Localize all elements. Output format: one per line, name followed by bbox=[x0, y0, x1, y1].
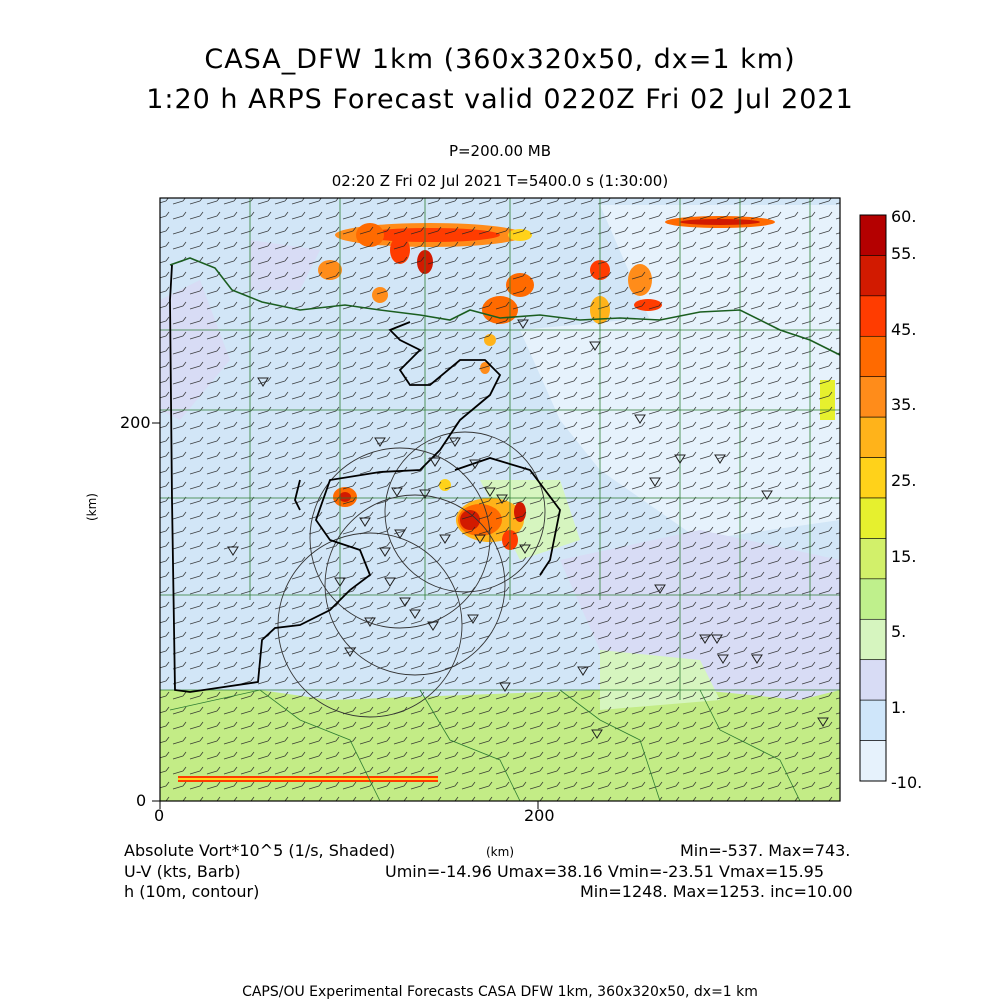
height-label: h (10m, contour) bbox=[124, 882, 260, 901]
map-title-line1: CASA_DFW 1km (360x320x50, dx=1 km) bbox=[204, 44, 796, 75]
y-tick-200: 200 bbox=[120, 413, 151, 432]
wind-label: U-V (kts, Barb) bbox=[124, 862, 241, 881]
colorbar-swatch bbox=[860, 741, 886, 781]
colorbar-label-5: 5. bbox=[891, 622, 907, 641]
colorbar bbox=[860, 215, 886, 781]
colorbar-swatch bbox=[860, 296, 886, 336]
wind-range: Umin=-14.96 Umax=38.16 Vmin=-23.51 Vmax=15.95 bbox=[385, 862, 825, 881]
colorbar-label-25: 25. bbox=[891, 471, 917, 490]
center-unit: (km) bbox=[486, 845, 515, 859]
valid-time: 02:20 Z Fri 02 Jul 2021 T=5400.0 s (1:30:00) bbox=[331, 172, 669, 190]
footer-credit: CAPS/OU Experimental Forecasts CASA DFW 1km, 360x320x50, dx=1 km bbox=[242, 984, 758, 1000]
map-title-line2: 1:20 h ARPS Forecast valid 0220Z Fri 02 Jul 2021 bbox=[146, 84, 854, 115]
colorbar-swatch bbox=[860, 336, 886, 376]
colorbar-label-minus10: -10. bbox=[891, 773, 923, 792]
pressure-level: P=200.00 MB bbox=[448, 142, 552, 160]
colorbar-label-15: 15. bbox=[891, 547, 917, 566]
colorbar-swatch bbox=[860, 700, 886, 740]
y-axis-label: (km) bbox=[85, 492, 100, 522]
y-tick-0: 0 bbox=[136, 791, 147, 810]
colorbar-swatch bbox=[860, 458, 886, 498]
colorbar-swatch bbox=[860, 377, 886, 417]
colorbar-swatch bbox=[860, 619, 886, 659]
colorbar-swatch bbox=[860, 215, 886, 255]
vort-label: Absolute Vort*10^5 (1/s, Shaded) bbox=[124, 841, 396, 860]
colorbar-swatch bbox=[860, 255, 886, 295]
colorbar-swatch bbox=[860, 417, 886, 457]
vort-range: Min=-537. Max=743. bbox=[680, 841, 851, 860]
colorbar-label-55: 55. bbox=[891, 244, 917, 263]
colorbar-label-1: 1. bbox=[891, 698, 907, 717]
x-tick-0: 0 bbox=[154, 806, 165, 825]
colorbar-label-35: 35. bbox=[891, 395, 917, 414]
height-range: Min=1248. Max=1253. inc=10.00 bbox=[580, 882, 853, 901]
x-tick-200: 200 bbox=[524, 806, 555, 825]
colorbar-label-60: 60. bbox=[891, 207, 917, 226]
colorbar-swatch bbox=[860, 579, 886, 619]
colorbar-swatch bbox=[860, 660, 886, 700]
colorbar-swatch bbox=[860, 498, 886, 538]
colorbar-swatch bbox=[860, 538, 886, 578]
colorbar-label-45: 45. bbox=[891, 320, 917, 339]
